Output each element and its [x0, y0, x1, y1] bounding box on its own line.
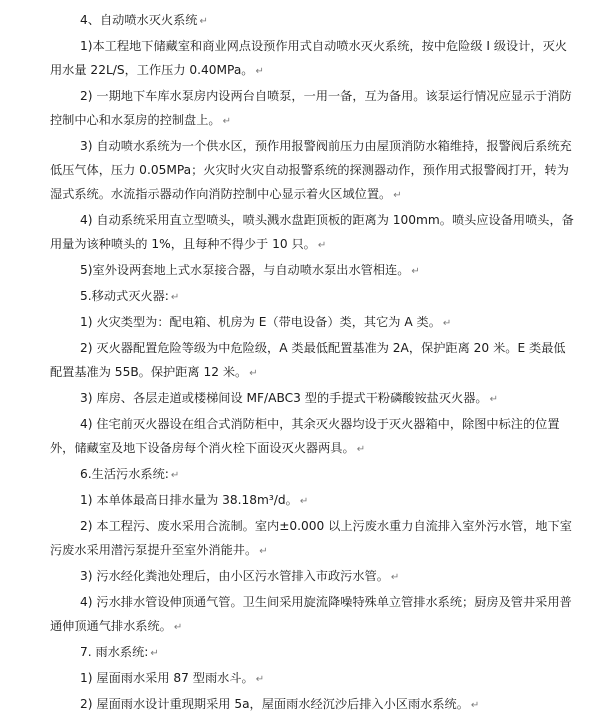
paragraph-rainwater-1: 1) 屋面雨水采用 87 型雨水斗。 ↵	[80, 671, 265, 685]
paragraph-mark: ↵	[222, 116, 232, 127]
paragraph-sewage-4: 4) 污水排水管设伸顶通气管。卫生间采用旋流降噪特殊单立管排水系统；厨房及管井采用普通伸顶通气排水系统。 ↵	[50, 595, 572, 633]
paragraph-rainwater-2: 2) 屋面雨水设计重现期采用 5a，屋面雨水经沉沙后排入小区雨水系统。 ↵	[80, 697, 480, 711]
paragraph-mark: ↵	[199, 16, 208, 27]
paragraph-extinguisher-3: 3) 库房、各层走道或楼梯间设 MF/ABC3 型的手提式干粉磷酸铵盐灭火器。 ↵	[80, 391, 498, 405]
paragraph-sprinkler-1: 1)本工程地下储藏室和商业网点设预作用式自动喷水灭火系统，按中危险级 I 级设计，灭火用水量 22L/S，工作压力 0.40MPa。 ↵	[50, 39, 567, 77]
paragraph-sprinkler-5: 5)室外设两套地上式水泵接合器，与自动喷水泵出水管相连。 ↵	[80, 263, 420, 277]
paragraph-mark: ↵	[259, 546, 268, 557]
paragraph-mark: ↵	[390, 572, 400, 583]
paragraph-mark: ↵	[255, 66, 264, 77]
paragraph-extinguisher-4: 4) 住宅前灭火器设在组合式消防柜中，其余灭火器均设于灭火器箱中，除图中标注的位置外，储藏室及地下设备房每个消火栓下面设灭火器两具。 ↵	[50, 417, 560, 455]
heading-rainwater: 7. 雨水系统: ↵	[80, 645, 159, 659]
paragraph-mark: ↵	[299, 496, 309, 507]
paragraph-mark: ↵	[170, 470, 180, 481]
paragraph-mark: ↵	[249, 368, 258, 379]
paragraph-sprinkler-2: 2) 一期地下车库水泵房内设两台自喷泵，一用一备，互为备用。该泵运行情况应显示于消防控制中心和水泵房的控制盘上。 ↵	[50, 89, 572, 127]
heading-extinguisher: 5.移动式灭火器: ↵	[80, 289, 180, 303]
paragraph-mark: ↵	[170, 292, 180, 303]
paragraph-mark: ↵	[173, 622, 183, 633]
paragraph-extinguisher-1: 1) 火灾类型为：配电箱、机房为 E（带电设备）类，其它为 A 类。 ↵	[80, 315, 452, 329]
paragraph-mark: ↵	[411, 266, 420, 277]
paragraph-mark: ↵	[356, 444, 366, 455]
paragraph-mark: ↵	[317, 240, 327, 251]
heading-sprinkler: 4、自动喷水灭火系统 ↵	[80, 13, 208, 27]
paragraph-sewage-3: 3) 污水经化粪池处理后，由小区污水管排入市政污水管。 ↵	[80, 569, 400, 583]
paragraph-sewage-1: 1) 本单体最高日排水量为 38.18m³/d。 ↵	[80, 493, 309, 507]
paragraph-mark: ↵	[150, 648, 159, 659]
paragraph-mark: ↵	[470, 700, 480, 711]
heading-sewage: 6.生活污水系统: ↵	[80, 467, 180, 481]
paragraph-mark: ↵	[255, 674, 265, 685]
paragraph-sprinkler-3: 3) 自动喷水系统为一个供水区，预作用报警阀前压力由屋顶消防水箱维持，报警阀后系统充低压气体，压力 0.05MPa；火灾时火灾自动报警系统的探测器动作，预作用式报警阀打开，转为湿式系统。水流指示器动作向消防控制中心显示着火区域位置。 ↵	[50, 139, 572, 201]
paragraph-mark: ↵	[393, 190, 402, 201]
paragraph-extinguisher-2: 2) 灭火器配置危险等级为中危险级，A 类最低配置基准为 2A，保护距离 20 米。E 类最低配置基准为 55B。保护距离 12 米。 ↵	[50, 341, 566, 379]
paragraph-mark: ↵	[489, 394, 498, 405]
paragraph-sprinkler-4: 4) 自动系统采用直立型喷头，喷头溅水盘距顶板的距离为 100mm。喷头应设备用喷头，备用量为该种喷头的 1%，且每种不得少于 10 只。 ↵	[50, 213, 574, 251]
paragraph-mark: ↵	[442, 318, 452, 329]
paragraph-sewage-2: 2) 本工程污、废水采用合流制。室内±0.000 以上污废水重力自流排入室外污水管，地下室污废水采用潜污泵提升至室外消能井。 ↵	[50, 519, 572, 557]
